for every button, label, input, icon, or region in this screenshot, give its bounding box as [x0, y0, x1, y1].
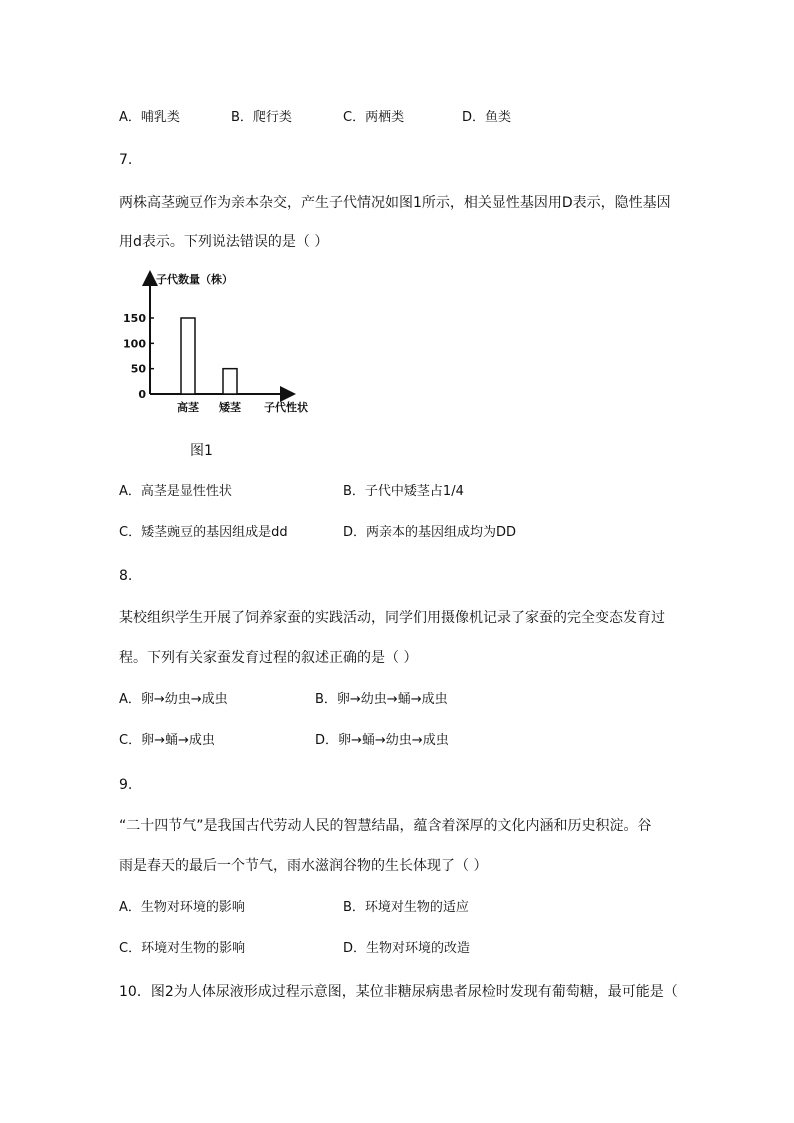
- q7-number: 7.: [119, 152, 133, 168]
- q7-stem-line1: 两株高茎豌豆作为亲本杂交，产生子代情况如图1所示，相关显性基因用D表示，隐性基因: [119, 195, 671, 211]
- q8-number: 8.: [119, 568, 133, 584]
- x-category-label: 高茎: [177, 401, 199, 414]
- q10-stem-line1: 10．图2为人体尿液形成过程示意图，某位非糖尿病患者尿检时发现有葡萄糖，最可能是（: [119, 984, 678, 1000]
- q8-stem-line1: 某校组织学生开展了饲养家蚕的实践活动，同学们用摄像机记录了家蚕的完全变态发育过: [119, 610, 665, 626]
- figure-caption: 图1: [190, 443, 213, 459]
- y-tick-label: 100: [123, 337, 146, 351]
- bar-0: [181, 318, 195, 394]
- q8-stem-line2: 程。下列有关家蚕发育过程的叙述正确的是（ ）: [119, 650, 418, 666]
- bar-1: [223, 369, 237, 394]
- y-tick-label: 150: [123, 312, 146, 325]
- q9-option-d: D．生物对环境的改造: [343, 941, 471, 956]
- q9-option-c: C．环境对生物的影响: [119, 941, 246, 956]
- q6-option-d: D．鱼类: [462, 110, 512, 125]
- q9-option-b: B．环境对生物的适应: [343, 900, 469, 915]
- q7-option-c: C．矮茎豌豆的基因组成是dd: [119, 525, 288, 540]
- y-axis-label: 子代数量（株）: [156, 273, 233, 286]
- q6-option-c: C．两栖类: [343, 110, 405, 125]
- y-tick-label: 50: [130, 362, 146, 376]
- q9-number: 9.: [119, 777, 133, 793]
- q7-option-a: A．高茎是显性性状: [119, 484, 232, 499]
- q6-option-a: A．哺乳类: [119, 110, 180, 125]
- q8-option-d: D．卵→蛹→幼虫→成虫: [315, 733, 449, 748]
- q9-stem-line2: 雨是春天的最后一个节气，雨水滋润谷物的生长体现了（ ）: [119, 858, 488, 874]
- y-tick-label: 0: [138, 388, 146, 401]
- q6-option-b: B．爬行类: [231, 110, 292, 125]
- x-category-label: 矮茎: [219, 401, 241, 414]
- x-axis-label: 子代性状: [264, 401, 308, 414]
- q9-option-a: A．生物对环境的影响: [119, 900, 245, 915]
- q7-option-d: D．两亲本的基因组成均为DD: [343, 525, 517, 540]
- q8-option-b: B．卵→幼虫→蛹→成虫: [315, 692, 448, 707]
- q7-option-b: B．子代中矮茎占1/4: [343, 484, 464, 499]
- q9-stem-line1: “二十四节气”是我国古代劳动人民的智慧结晶，蕴含着深厚的文化内涵和历史积淀。谷: [119, 818, 652, 834]
- q8-option-c: C．卵→蛹→成虫: [119, 733, 215, 748]
- q7-bar-chart: [123, 268, 334, 418]
- q7-stem-line2: 用d表示。下列说法错误的是（ ）: [119, 234, 329, 250]
- q8-option-a: A．卵→幼虫→成虫: [119, 692, 228, 707]
